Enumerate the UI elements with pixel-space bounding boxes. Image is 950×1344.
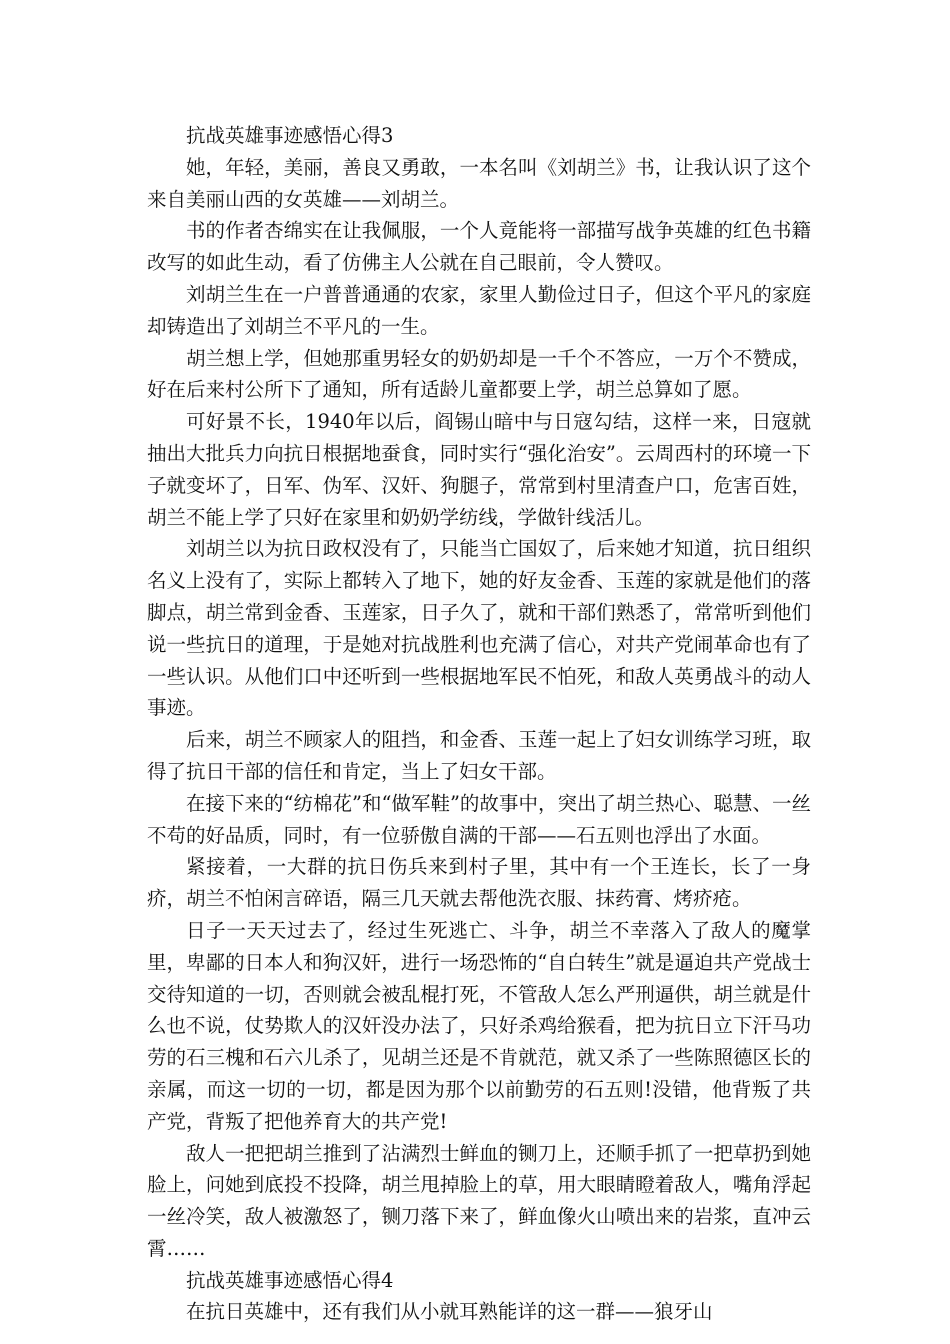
paragraph: 刘胡兰以为抗日政权没有了，只能当亡国奴了，后来她才知道，抗日组织名义上没有了，实际上都转入了地下，她的好友金香、玉莲的家就是他们的落脚点，胡兰常到金香、玉莲家，日子久了，就和干部们熟悉了，常常听到他们说一些抗日的道理，于是她对抗战胜利也充满了信心，对共产党闹革命也有了一些认识。从他们口中还听到一些根据地军民不怕死，和敌人英勇战斗的动人事迹。	[147, 537, 811, 720]
section-heading-4: 抗战英雄事迹感悟心得4	[186, 1268, 394, 1292]
document-body	[147, 120, 811, 1328]
paragraph: 后来，胡兰不顾家人的阻挡，和金香、玉莲一起上了妇女训练学习班，取得了抗日干部的信任和肯定，当上了妇女干部。	[147, 728, 811, 783]
paragraph: 她，年轻，美丽，善良又勇敢，一本名叫《刘胡兰》书，让我认识了这个来自美丽山西的女英雄——刘胡兰。	[147, 155, 811, 211]
paragraph: 书的作者杏绵实在让我佩服，一个人竟能将一部描写战争英雄的红色书籍改写的如此生动，看了仿佛主人公就在自己眼前，令人赞叹。	[147, 219, 811, 275]
paragraph: 敌人一把把胡兰推到了沾满烈士鲜血的铡刀上，还顺手抓了一把草扔到她脸上，问她到底投不投降，胡兰甩掉脸上的草，用大眼睛瞪着敌人，嘴角浮起一丝冷笑，敌人被激怒了，铡刀落下来了，鲜血像火山喷出来的岩浆，直冲云霄……	[147, 1141, 811, 1260]
paragraph: 胡兰想上学，但她那重男轻女的奶奶却是一千个不答应，一万个不赞成，好在后来村公所下了通知，所有适龄儿童都要上学，胡兰总算如了愿。	[147, 346, 811, 402]
paragraph: 刘胡兰生在一户普普通通的农家，家里人勤俭过日子，但这个平凡的家庭却铸造出了刘胡兰不平凡的一生。	[147, 282, 811, 338]
paragraph: 在接下来的“纺棉花”和“做军鞋”的故事中，突出了胡兰热心、聪慧、一丝不苟的好品质，同时，有一位骄傲自满的干部——石五则也浮出了水面。	[147, 791, 811, 847]
paragraph: 可好景不长，1940年以后，阎锡山暗中与日寇勾结，这样一来，日寇就抽出大批兵力向抗日根据地蚕食，同时实行“强化治安”。云周西村的环境一下子就变坏了，日军、伪军、汉奸、狗腿子，常常到村里清查户口，危害百姓，胡兰不能上学了只好在家里和奶奶学纺线，学做针线活儿。	[147, 410, 811, 529]
paragraph: 在抗日英雄中，还有我们从小就耳熟能详的这一群——狼牙山	[186, 1300, 713, 1324]
section-heading-3: 抗战英雄事迹感悟心得3	[186, 124, 394, 147]
paragraph: 日子一天天过去了，经过生死逃亡、斗争，胡兰不幸落入了敌人的魔掌里，卑鄙的日本人和狗汉奸，进行一场恐怖的“自白转生”就是逼迫共产党战士交待知道的一切，否则就会被乱棍打死，不管敌人怎么严刑逼供，胡兰就是什么也不说，仗势欺人的汉奸没办法了，只好杀鸡给猴看，把为抗日立下汗马功劳的石三槐和石六儿杀了，见胡兰还是不肯就范，就又杀了一些陈照德区长的亲属，而这一切的一切，都是因为那个以前勤劳的石五则!没错，他背叛了共产党，背叛了把他养育大的共产党!	[147, 918, 811, 1133]
paragraph: 紧接着，一大群的抗日伤兵来到村子里，其中有一个王连长，长了一身疥，胡兰不怕闲言碎语，隔三几天就去帮他洗衣服、抹药膏、烤疥疮。	[147, 855, 811, 911]
